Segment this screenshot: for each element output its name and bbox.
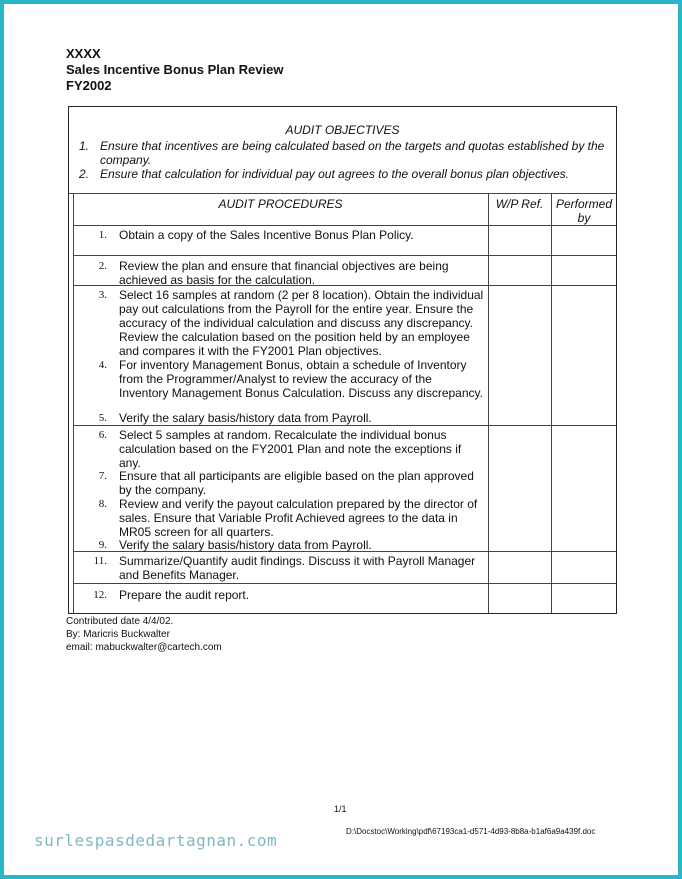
procedure-text: Prepare the audit report. <box>119 588 250 602</box>
objective-text: Ensure that incentives are being calculated based on the targets and quotas established by the company. <box>100 139 605 167</box>
contributor-name: By: Maricris Buckwalter <box>66 629 170 640</box>
procedure-number: 5. <box>98 412 107 424</box>
audit-program-table <box>68 106 617 614</box>
divider <box>73 225 616 226</box>
objective-number: 1. <box>79 139 90 153</box>
column-header-procedures: AUDIT PROCEDURES <box>218 197 343 211</box>
procedure-number: 3. <box>98 289 107 301</box>
contributed-date: Contributed date 4/4/02. <box>66 616 174 627</box>
document-header <box>66 46 283 94</box>
procedure-number: 6. <box>98 429 107 441</box>
procedure-text: Verify the salary basis/history data from Payroll. <box>119 538 372 552</box>
procedure-text: Select 5 samples at random. Recalculate the individual bonus calculation based on the FY2001 Plan and note the exceptions if any. <box>119 428 462 470</box>
contributor-email: email: mabuckwalter@cartech.com <box>66 642 222 653</box>
procedure-text: Verify the salary basis/history data from Payroll. <box>119 411 372 425</box>
column-header-wp-ref: W/P Ref. <box>495 197 544 211</box>
objective-text: Ensure that calculation for individual pay out agrees to the overall bonus plan objectives. <box>100 167 569 181</box>
procedure-number: 8. <box>98 498 107 510</box>
contributor-info <box>66 615 222 654</box>
watermark: surlespasdedartagnan.com <box>34 831 278 850</box>
divider <box>488 193 489 613</box>
divider <box>73 425 616 426</box>
page-number: 1/1 <box>334 804 347 814</box>
procedure-number: 1. <box>98 229 107 241</box>
procedure-number: 11. <box>93 555 107 567</box>
procedure-number: 12. <box>93 589 107 601</box>
objective-number: 2. <box>79 167 90 181</box>
procedure-number: 7. <box>98 470 107 482</box>
procedure-text: Summarize/Quantify audit findings. Discuss it with Payroll Manager and Benefits Manager. <box>119 554 476 582</box>
procedure-text: Review the plan and ensure that financial objectives are being achieved as basis for the calculation. <box>119 259 449 287</box>
header-fiscal-year: FY2002 <box>66 78 112 93</box>
procedure-number: 4. <box>98 359 107 371</box>
document-page <box>4 4 678 875</box>
divider <box>73 255 616 256</box>
column-header-performed-by: Performed by <box>555 197 613 225</box>
procedure-text: Select 16 samples at random (2 per 8 location). Obtain the individual pay out calculations from the Payroll for the entire year. Ensure the accuracy of the individual calculation and discuss any discrepancy. Review the calculation based on the position held by an employee and compares it with the FY2001 Plan objectives. <box>119 288 484 358</box>
procedure-number: 2. <box>98 260 107 272</box>
divider <box>73 583 616 584</box>
procedure-number: 9. <box>98 539 107 551</box>
procedure-text: Ensure that all participants are eligible based on the plan approved by the company. <box>119 469 474 497</box>
header-title: Sales Incentive Bonus Plan Review <box>66 62 284 77</box>
procedure-text: Obtain a copy of the Sales Incentive Bonus Plan Policy. <box>119 228 414 242</box>
objectives-title: AUDIT OBJECTIVES <box>285 123 400 137</box>
header-line-1: XXXX <box>66 46 101 61</box>
procedure-text: Review and verify the payout calculation prepared by the director of sales. Ensure that Variable Profit Achieved agrees to the data in MR05 screen for all quarters. <box>119 497 478 539</box>
divider <box>551 193 552 613</box>
divider <box>69 193 616 194</box>
document-path: D:\Docstoc\Working\pdf\67193ca1-d571-4d93-8b8a-b1af6a9a439f.doc <box>346 827 596 836</box>
procedure-text: For inventory Management Bonus, obtain a schedule of Inventory from the Programmer/Analyst to review the accuracy of the Inventory Management Bonus Calculation. Discuss any discrepancy. <box>119 358 483 400</box>
